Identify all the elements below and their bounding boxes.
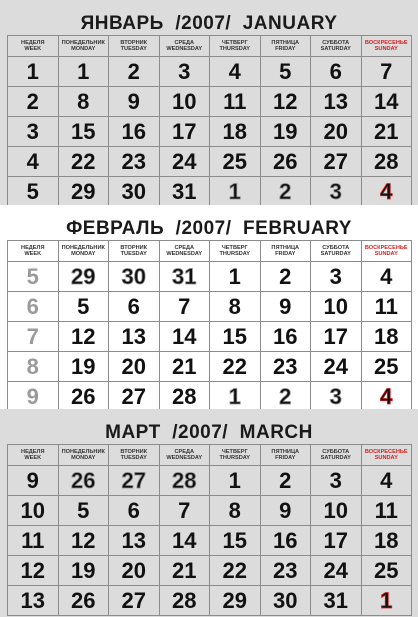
calendar-grid — [7, 35, 412, 207]
day-cell: 5 — [260, 57, 311, 87]
day-cell-next-month: 1 — [361, 586, 412, 616]
day-cell-next-month: 4 — [361, 177, 412, 207]
week-number: 2 — [8, 87, 59, 117]
day-cell: 31 — [159, 177, 210, 207]
day-cell: 20 — [109, 352, 160, 382]
day-cell: 27 — [311, 147, 362, 177]
tuesday-header: ВТОРНИК TUESDAY — [109, 445, 160, 466]
weekday-header-row — [8, 36, 412, 57]
day-cell: 16 — [260, 322, 311, 352]
day-cell: 21 — [159, 352, 210, 382]
day-cell: 17 — [159, 117, 210, 147]
day-cell: 19 — [58, 352, 109, 382]
thursday-header: ЧЕТВЕРГ THURSDAY — [210, 241, 261, 262]
month-february — [0, 205, 418, 409]
day-cell: 15 — [58, 117, 109, 147]
day-cell: 25 — [361, 556, 412, 586]
thursday-header: ЧЕТВЕРГ THURSDAY — [210, 36, 261, 57]
saturday-header: СУББОТА SATURDAY — [311, 445, 362, 466]
day-cell: 20 — [311, 117, 362, 147]
day-cell: 10 — [159, 87, 210, 117]
day-cell: 3 — [311, 262, 362, 292]
day-cell: 9 — [109, 87, 160, 117]
day-cell: 24 — [311, 556, 362, 586]
week-number: 11 — [8, 526, 59, 556]
sunday-header: ВОСКРЕСЕНЬЕ SUNDAY — [361, 445, 412, 466]
month-title: МАРТ /2007/ MARCH — [105, 422, 313, 443]
weekday-header-row — [8, 445, 412, 466]
day-cell: 21 — [159, 556, 210, 586]
day-cell: 9 — [260, 292, 311, 322]
day-cell: 22 — [210, 352, 261, 382]
day-cell: 8 — [210, 496, 261, 526]
day-cell: 2 — [260, 466, 311, 496]
day-cell: 6 — [109, 292, 160, 322]
week-row — [8, 57, 412, 87]
monday-header: ПОНЕДЕЛЬНИК MONDAY — [58, 445, 109, 466]
day-cell: 19 — [58, 556, 109, 586]
friday-header: ПЯТНИЦА FRIDAY — [260, 36, 311, 57]
day-cell-next-month: 4 — [361, 382, 412, 412]
day-cell: 16 — [109, 117, 160, 147]
month-march — [0, 409, 418, 617]
week-row — [8, 466, 412, 496]
month-title: ФЕВРАЛЬ /2007/ FEBRUARY — [66, 218, 352, 239]
day-cell-next-month: 1 — [210, 382, 261, 412]
friday-header: ПЯТНИЦА FRIDAY — [260, 241, 311, 262]
week-row — [8, 262, 412, 292]
day-cell: 19 — [260, 117, 311, 147]
day-cell: 24 — [159, 147, 210, 177]
day-cell-prev-month: 28 — [159, 466, 210, 496]
day-cell: 27 — [109, 382, 160, 412]
week-number: 1 — [8, 57, 59, 87]
day-cell: 13 — [311, 87, 362, 117]
calendar-grid — [7, 444, 412, 616]
weekday-header-row — [8, 241, 412, 262]
week-number: 6 — [8, 292, 59, 322]
day-cell: 28 — [159, 382, 210, 412]
monday-header: ПОНЕДЕЛЬНИК MONDAY — [58, 36, 109, 57]
day-cell: 7 — [361, 57, 412, 87]
day-cell-next-month: 1 — [210, 177, 261, 207]
day-cell: 26 — [58, 382, 109, 412]
day-cell: 29 — [58, 177, 109, 207]
day-cell: 8 — [210, 292, 261, 322]
day-cell-prev-month: 26 — [58, 466, 109, 496]
day-cell-next-month: 2 — [260, 177, 311, 207]
week-number: 13 — [8, 586, 59, 616]
day-cell: 6 — [311, 57, 362, 87]
week-number: 12 — [8, 556, 59, 586]
day-cell: 11 — [361, 496, 412, 526]
day-cell: 12 — [260, 87, 311, 117]
day-cell: 5 — [58, 292, 109, 322]
day-cell: 15 — [210, 526, 261, 556]
day-cell: 13 — [109, 526, 160, 556]
day-cell: 9 — [260, 496, 311, 526]
day-cell: 17 — [311, 322, 362, 352]
day-cell: 25 — [361, 352, 412, 382]
monday-header: ПОНЕДЕЛЬНИК MONDAY — [58, 241, 109, 262]
sunday-header: ВОСКРЕСЕНЬЕ SUNDAY — [361, 36, 412, 57]
week-number: 5 — [8, 177, 59, 207]
week-number: 5 — [8, 262, 59, 292]
day-cell: 28 — [361, 147, 412, 177]
tuesday-header: ВТОРНИК TUESDAY — [109, 241, 160, 262]
day-cell-prev-month: 29 — [58, 262, 109, 292]
day-cell: 6 — [109, 496, 160, 526]
day-cell: 15 — [210, 322, 261, 352]
week-header: НЕДЕЛЯ WEEK — [8, 241, 59, 262]
day-cell: 4 — [361, 466, 412, 496]
week-row — [8, 117, 412, 147]
week-row — [8, 496, 412, 526]
week-row — [8, 352, 412, 382]
day-cell: 10 — [311, 292, 362, 322]
calendar-grid — [7, 240, 412, 412]
wednesday-header: СРЕДА WEDNESDAY — [159, 445, 210, 466]
day-cell: 22 — [210, 556, 261, 586]
day-cell: 2 — [109, 57, 160, 87]
day-cell-next-month: 3 — [311, 177, 362, 207]
friday-header: ПЯТНИЦА FRIDAY — [260, 445, 311, 466]
day-cell: 21 — [361, 117, 412, 147]
day-cell: 4 — [210, 57, 261, 87]
week-row — [8, 147, 412, 177]
day-cell: 11 — [361, 292, 412, 322]
week-number: 9 — [8, 382, 59, 412]
day-cell: 14 — [159, 526, 210, 556]
week-header: НЕДЕЛЯ WEEK — [8, 36, 59, 57]
day-cell-prev-month: 27 — [109, 466, 160, 496]
week-row — [8, 586, 412, 616]
thursday-header: ЧЕТВЕРГ THURSDAY — [210, 445, 261, 466]
wednesday-header: СРЕДА WEDNESDAY — [159, 36, 210, 57]
day-cell: 7 — [159, 496, 210, 526]
saturday-header: СУББОТА SATURDAY — [311, 36, 362, 57]
day-cell-prev-month: 30 — [109, 262, 160, 292]
day-cell: 1 — [58, 57, 109, 87]
day-cell: 23 — [260, 352, 311, 382]
day-cell: 12 — [58, 322, 109, 352]
week-number: 7 — [8, 322, 59, 352]
day-cell: 30 — [260, 586, 311, 616]
day-cell: 22 — [58, 147, 109, 177]
week-row — [8, 292, 412, 322]
week-row — [8, 87, 412, 117]
day-cell: 2 — [260, 262, 311, 292]
week-row — [8, 556, 412, 586]
day-cell-next-month: 3 — [311, 382, 362, 412]
week-row — [8, 177, 412, 207]
day-cell: 20 — [109, 556, 160, 586]
day-cell-prev-month: 31 — [159, 262, 210, 292]
week-number: 8 — [8, 352, 59, 382]
day-cell: 24 — [311, 352, 362, 382]
day-cell: 18 — [361, 526, 412, 556]
day-cell: 27 — [109, 586, 160, 616]
week-number: 4 — [8, 147, 59, 177]
week-number: 9 — [8, 466, 59, 496]
week-number: 10 — [8, 496, 59, 526]
tuesday-header: ВТОРНИК TUESDAY — [109, 36, 160, 57]
wednesday-header: СРЕДА WEDNESDAY — [159, 241, 210, 262]
day-cell: 14 — [159, 322, 210, 352]
day-cell: 25 — [210, 147, 261, 177]
week-row — [8, 382, 412, 412]
saturday-header: СУББОТА SATURDAY — [311, 241, 362, 262]
day-cell: 3 — [159, 57, 210, 87]
sunday-header: ВОСКРЕСЕНЬЕ SUNDAY — [361, 241, 412, 262]
day-cell: 11 — [210, 87, 261, 117]
week-header: НЕДЕЛЯ WEEK — [8, 445, 59, 466]
day-cell-next-month: 2 — [260, 382, 311, 412]
day-cell: 10 — [311, 496, 362, 526]
day-cell: 31 — [311, 586, 362, 616]
day-cell: 17 — [311, 526, 362, 556]
day-cell: 13 — [109, 322, 160, 352]
day-cell: 8 — [58, 87, 109, 117]
day-cell: 28 — [159, 586, 210, 616]
day-cell: 26 — [260, 147, 311, 177]
day-cell: 12 — [58, 526, 109, 556]
day-cell: 30 — [109, 177, 160, 207]
week-row — [8, 526, 412, 556]
week-row — [8, 322, 412, 352]
day-cell: 7 — [159, 292, 210, 322]
day-cell: 3 — [311, 466, 362, 496]
day-cell: 23 — [109, 147, 160, 177]
day-cell: 14 — [361, 87, 412, 117]
day-cell: 4 — [361, 262, 412, 292]
day-cell: 1 — [210, 262, 261, 292]
day-cell: 1 — [210, 466, 261, 496]
day-cell: 29 — [210, 586, 261, 616]
month-january — [0, 0, 418, 205]
day-cell: 18 — [361, 322, 412, 352]
day-cell: 23 — [260, 556, 311, 586]
day-cell: 26 — [58, 586, 109, 616]
day-cell: 18 — [210, 117, 261, 147]
week-number: 3 — [8, 117, 59, 147]
day-cell: 16 — [260, 526, 311, 556]
month-title: ЯНВАРЬ /2007/ JANUARY — [80, 13, 338, 34]
day-cell: 5 — [58, 496, 109, 526]
